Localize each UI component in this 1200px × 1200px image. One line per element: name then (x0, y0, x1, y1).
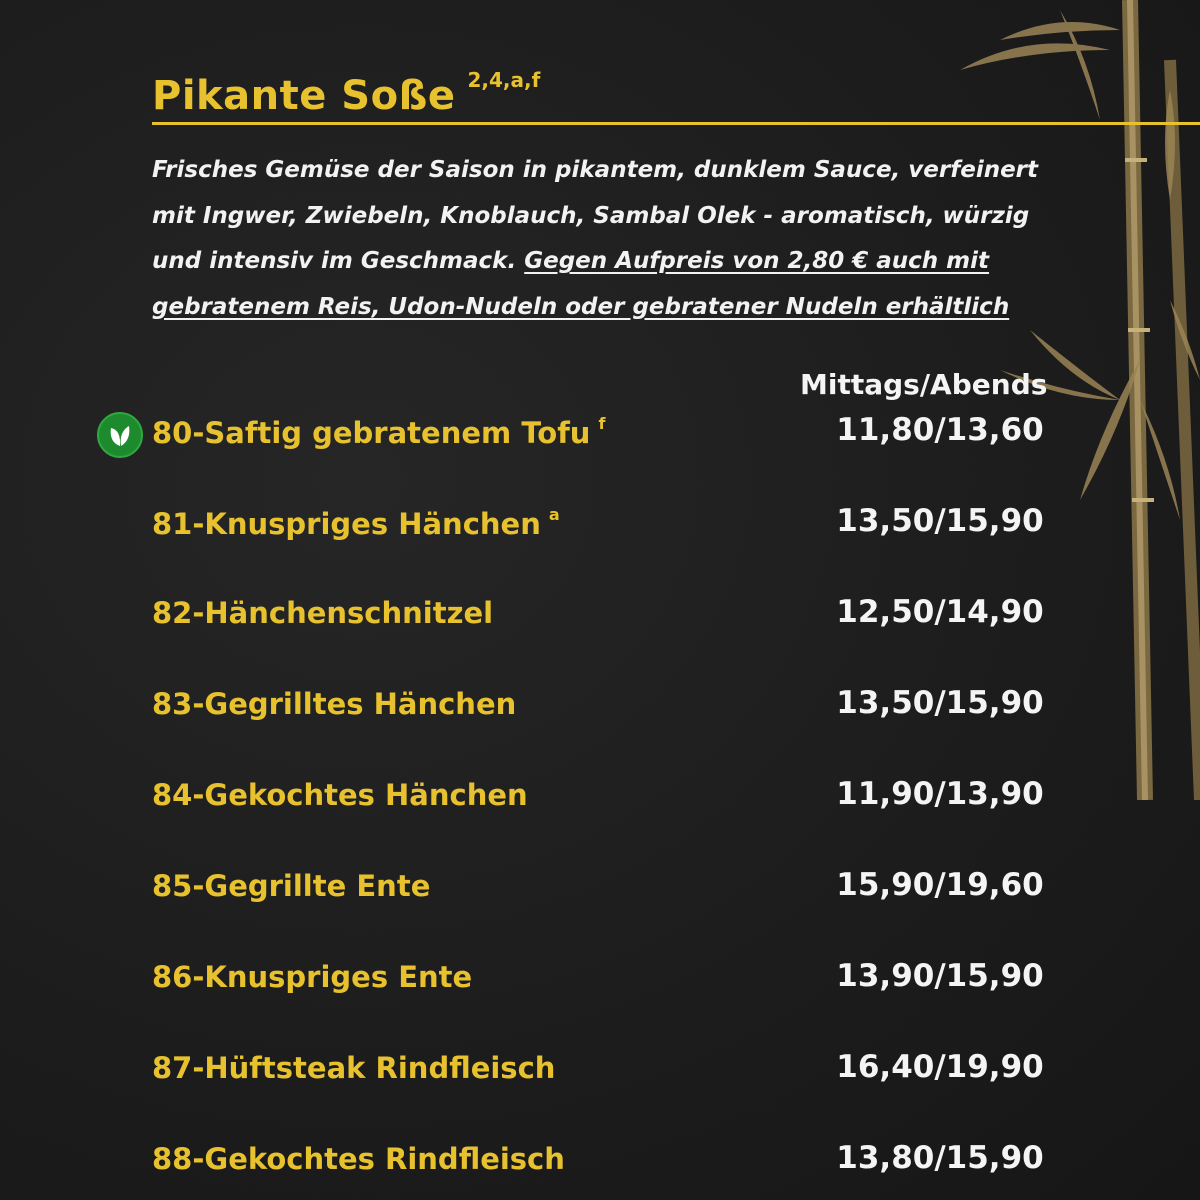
menu-item-title: 86-Knuspriges Ente (152, 960, 473, 994)
menu-item-price: 13,90/15,90 (836, 958, 1044, 994)
menu-item-title: 85-Gegrillte Ente (152, 869, 431, 903)
menu-item-name (152, 687, 516, 721)
vegan-badge (97, 412, 143, 458)
menu-item-allergen: a (548, 505, 560, 524)
menu-item-price: 11,80/13,60 (836, 412, 1044, 448)
description-upcharge-note: Gegen Aufpreis von 2,80 € auch mit gebratenem Reis, Udon-Nudeln oder gebratener Nudeln erhältlich (152, 248, 1010, 320)
menu-item-title: 80-Saftig gebratenem Tofu (152, 416, 591, 450)
section-description (152, 148, 1072, 330)
price-column-header: Mittags/Abends (800, 368, 1048, 401)
menu-item-title: 83-Gegrilltes Hänchen (152, 687, 517, 721)
menu-item-name (152, 869, 430, 903)
menu-item-title: 81-Knuspriges Hänchen (152, 507, 541, 541)
menu-item-price: 13,50/15,90 (836, 685, 1044, 721)
menu-item-price: 13,80/15,90 (836, 1140, 1044, 1176)
menu-item-name (152, 505, 560, 541)
menu-item-name (152, 596, 493, 630)
menu-item-title: 88-Gekochtes Rindfleisch (152, 1142, 565, 1176)
menu-item-name (152, 778, 528, 812)
menu-item-title: 84-Gekochtes Hänchen (152, 778, 528, 812)
menu-item-allergen: f (598, 414, 606, 433)
menu-item-price: 11,90/13,90 (836, 776, 1044, 812)
description-text: Frisches Gemüse der Saison in pikantem, dunklem Sauce, verfeinert mit Ingwer, Zwiebeln, Knoblauch, Sambal Olek - aromatisch, würzig und intensiv im Geschmack. (152, 157, 1039, 274)
menu-item-price: 13,50/15,90 (836, 503, 1044, 539)
menu-item-title: 87-Hüftsteak Rindfleisch (152, 1051, 556, 1085)
menu-item-name (152, 1142, 565, 1176)
menu-item-price: 16,40/19,90 (836, 1049, 1044, 1085)
leaf-icon (99, 414, 141, 456)
section-heading (152, 66, 540, 126)
menu-item-price: 15,90/19,60 (836, 867, 1044, 903)
title-divider (152, 122, 1200, 125)
menu-item-name (152, 1051, 555, 1085)
menu-item-name (152, 414, 605, 450)
section-title: Pikante Soße (152, 73, 456, 119)
menu-item-title: 82-Hänchenschnitzel (152, 596, 494, 630)
menu-item-price: 12,50/14,90 (836, 594, 1044, 630)
menu-item-name (152, 960, 472, 994)
section-allergens: 2,4,a,f (467, 68, 541, 92)
